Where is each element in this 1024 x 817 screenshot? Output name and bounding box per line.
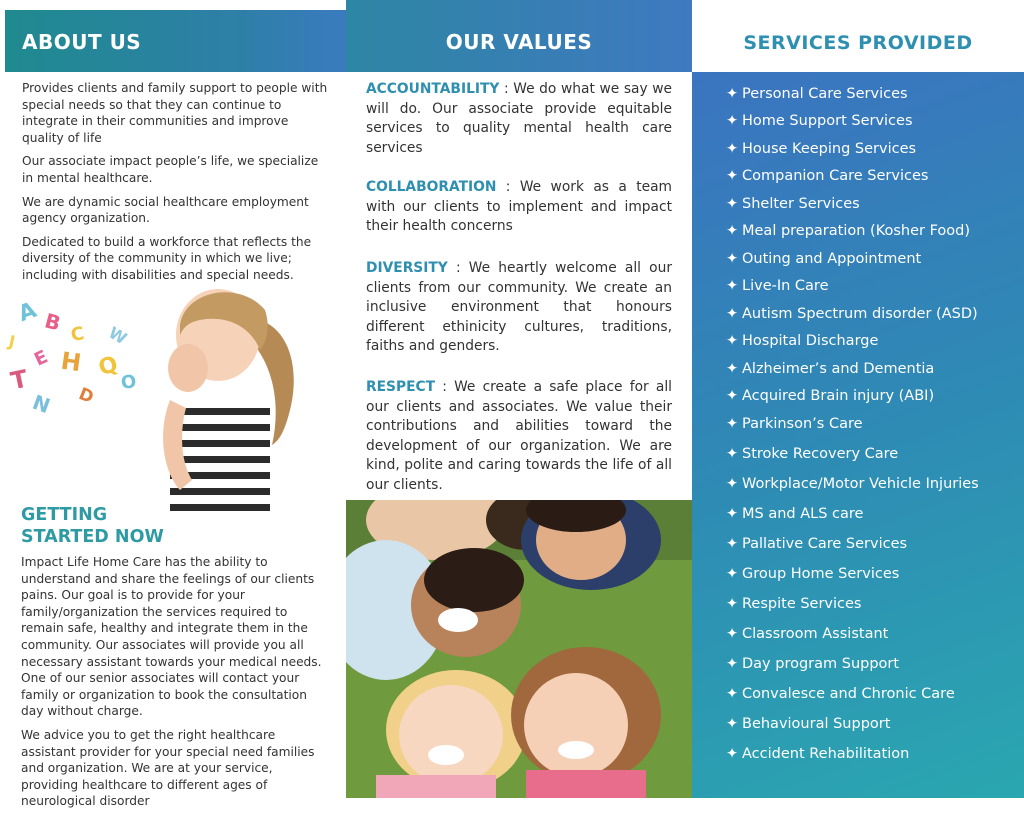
star-bullet-icon: ✦: [726, 196, 739, 212]
girl-photo: [140, 280, 315, 520]
service-item: [726, 333, 878, 349]
service-item: [726, 141, 916, 157]
values-column: [346, 0, 692, 798]
service-item: [726, 251, 921, 267]
letter: D: [75, 384, 97, 408]
service-item: [726, 361, 934, 377]
service-item: [726, 446, 898, 462]
star-bullet-icon: ✦: [726, 566, 739, 582]
letter: J: [7, 331, 17, 352]
value-heading: COLLABORATION: [366, 179, 497, 195]
service-label: Shelter Services: [742, 196, 860, 212]
letter: A: [15, 297, 40, 328]
star-bullet-icon: ✦: [726, 278, 739, 294]
service-label: Autism Spectrum disorder (ASD): [742, 306, 978, 322]
service-item: [726, 306, 978, 322]
service-label: Companion Care Services: [742, 168, 929, 184]
services-header: [692, 0, 1024, 72]
service-item: [726, 388, 934, 404]
letter: Q: [95, 351, 122, 382]
values-header-band: [346, 0, 692, 72]
service-label: Parkinson’s Care: [742, 416, 863, 432]
letter: B: [42, 308, 64, 336]
service-label: Accident Rehabilitation: [742, 746, 910, 762]
star-bullet-icon: ✦: [726, 536, 739, 552]
service-item: [726, 278, 829, 294]
getting-title-line2: STARTED NOW: [21, 527, 164, 547]
star-bullet-icon: ✦: [726, 626, 739, 642]
about-paragraph: Our associate impact people’s life, we specialize in mental healthcare.: [22, 154, 319, 185]
service-item: [726, 196, 860, 212]
star-bullet-icon: ✦: [726, 251, 739, 267]
service-label: MS and ALS care: [742, 506, 864, 522]
service-label: Respite Services: [742, 596, 862, 612]
service-item: [726, 86, 908, 102]
floating-letters-graphic: [5, 296, 155, 426]
value-heading: RESPECT: [366, 379, 436, 395]
value-collaboration: [366, 178, 672, 237]
service-label: Stroke Recovery Care: [742, 446, 899, 462]
letter: N: [29, 389, 54, 419]
value-text: : We do what we say we will do. Our associate provide equitable services to quality mental health care services: [366, 81, 672, 156]
service-item: [726, 223, 970, 239]
letter: W: [105, 322, 131, 349]
about-paragraph: Dedicated to build a workforce that reflects the diversity of the community in which we live; including with disabilities and special needs.: [22, 234, 312, 282]
service-label: House Keeping Services: [742, 141, 917, 157]
service-label: Pallative Care Services: [742, 536, 908, 552]
service-item: [726, 686, 955, 702]
value-text: : We heartly welcome all our clients from our community. We create an inclusive environment that honours different ethinicity cultures, traditions, faiths and genders.: [366, 260, 672, 355]
getting-paragraph: We advice you to get the right healthcare assistant provider for your special need families and organization. We are at your service, providing healthcare to different ages of neurological disorder: [21, 727, 315, 809]
star-bullet-icon: ✦: [726, 168, 739, 184]
star-bullet-icon: ✦: [726, 476, 739, 492]
service-item: [726, 506, 863, 522]
value-respect: [366, 378, 672, 496]
star-bullet-icon: ✦: [726, 333, 739, 349]
about-header-band: [5, 10, 346, 72]
value-text: : We create a safe place for all our clients and associates. We value their contributions and abilities toward the development of our organization. We are kind, polite and caring towards the life of all our clients.: [366, 379, 672, 493]
service-item: [726, 716, 890, 732]
star-bullet-icon: ✦: [726, 86, 739, 102]
star-bullet-icon: ✦: [726, 596, 739, 612]
getting-started-title: [21, 504, 164, 548]
service-item: [726, 536, 907, 552]
star-bullet-icon: ✦: [726, 716, 739, 732]
service-label: Meal preparation (Kosher Food): [742, 223, 971, 239]
service-label: Live-In Care: [742, 278, 829, 294]
service-label: Outing and Appointment: [742, 251, 922, 267]
service-label: Workplace/Motor Vehicle Injuries: [742, 476, 979, 492]
service-label: Home Support Services: [742, 113, 913, 129]
letter: T: [8, 364, 31, 396]
value-heading: DIVERSITY: [366, 260, 448, 276]
service-label: Alzheimer’s and Dementia: [742, 361, 935, 377]
service-item: [726, 113, 913, 129]
service-item: [726, 476, 979, 492]
service-label: Convalesce and Chronic Care: [742, 686, 955, 702]
letter: H: [59, 346, 83, 378]
letter: E: [31, 346, 52, 371]
star-bullet-icon: ✦: [726, 223, 739, 239]
value-heading: ACCOUNTABILITY: [366, 81, 500, 97]
about-title: ABOUT US: [22, 30, 142, 54]
letter: C: [69, 323, 86, 346]
value-text: : We work as a team with our clients to implement and impact their health concerns: [366, 179, 672, 235]
service-item: [726, 416, 863, 432]
service-item: [726, 746, 909, 762]
star-bullet-icon: ✦: [726, 506, 739, 522]
star-bullet-icon: ✦: [726, 416, 739, 432]
values-title: OUR VALUES: [445, 30, 593, 54]
service-item: [726, 566, 899, 582]
service-item: [726, 168, 928, 184]
star-bullet-icon: ✦: [726, 686, 739, 702]
service-label: Hospital Discharge: [742, 333, 879, 349]
star-bullet-icon: ✦: [726, 446, 739, 462]
value-accountability: [366, 80, 672, 158]
service-item: [726, 596, 862, 612]
children-photo: [346, 500, 692, 798]
about-paragraph: We are dynamic social healthcare employment agency organization.: [22, 194, 309, 226]
star-bullet-icon: ✦: [726, 141, 739, 157]
about-paragraph: Provides clients and family support to people with special needs so that they can continue to integrate in their communities and improve quality of life: [22, 81, 328, 145]
star-bullet-icon: ✦: [726, 361, 739, 377]
services-column: [692, 0, 1024, 798]
services-title: SERVICES PROVIDED: [743, 32, 973, 54]
getting-started-body: [21, 554, 331, 817]
service-label: Group Home Services: [742, 566, 900, 582]
service-label: Day program Support: [742, 656, 900, 672]
star-bullet-icon: ✦: [726, 388, 739, 404]
service-label: Personal Care Services: [742, 86, 908, 102]
value-diversity: [366, 259, 672, 357]
service-label: Behavioural Support: [742, 716, 891, 732]
service-label: Classroom Assistant: [742, 626, 889, 642]
star-bullet-icon: ✦: [726, 656, 739, 672]
getting-paragraph: Impact Life Home Care has the ability to understand and share the feelings of our clients pains. Our goal is to provide for your family/organization the services required to remain safe, healthy and integrate them in the community. Our associates will provide you all necessary assistant towards your medical needs. One of our senior associates will contact your family or organization to book the consultation day without charge.: [21, 555, 322, 719]
star-bullet-icon: ✦: [726, 746, 739, 762]
service-label: Acquired Brain injury (ABI): [742, 388, 935, 404]
service-item: [726, 626, 888, 642]
about-column: [0, 0, 346, 809]
star-bullet-icon: ✦: [726, 113, 739, 129]
letter: O: [119, 371, 138, 394]
service-item: [726, 656, 899, 672]
about-body: [22, 80, 332, 291]
getting-title-line1: GETTING: [21, 505, 108, 525]
star-bullet-icon: ✦: [726, 306, 739, 322]
